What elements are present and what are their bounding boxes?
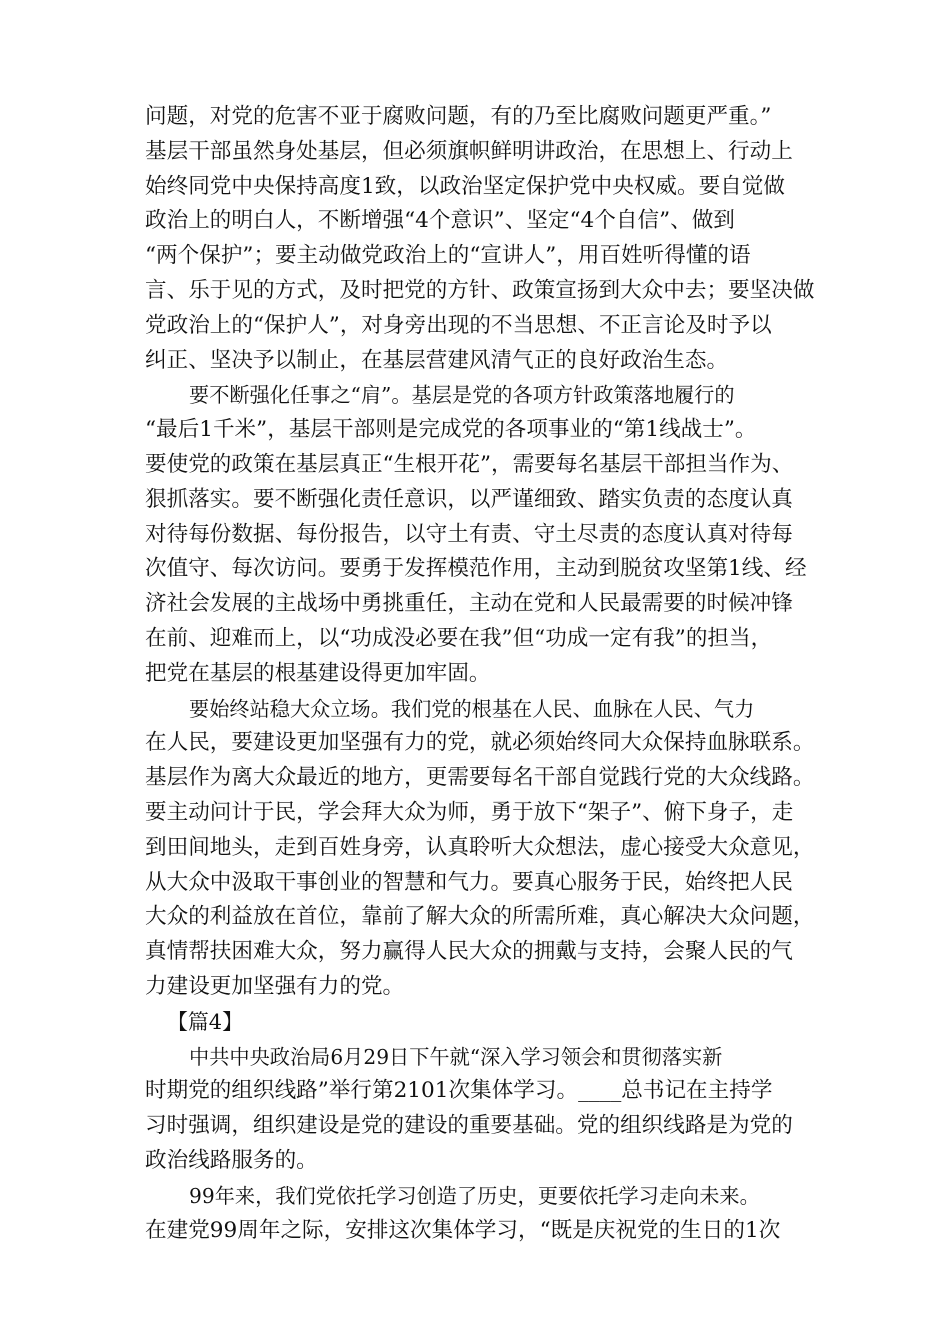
text-line: 济社会发展的主战场中勇挑重任，主动在党和人民最需要的时候冲锋 xyxy=(145,591,793,617)
section-heading: 【篇4】 xyxy=(167,1009,243,1034)
text-line: 对待每份数据、每份报告，以守土有责、守土尽责的态度认真对待每 xyxy=(145,521,793,547)
text-line: 基层干部虽然身处基层，但必须旗帜鲜明讲政治，在思想上、行动上 xyxy=(145,138,793,164)
text-line: 到田间地头，走到百姓身旁，认真聆听大众想法，虚心接受大众意见， xyxy=(145,834,815,860)
text-line: 狠抓落实。要不断强化责任意识，以严谨细致、踏实负责的态度认真 xyxy=(145,486,793,512)
text-line: 把党在基层的根基建设得更加牢固。 xyxy=(145,660,491,686)
text-line: 要使党的政策在基层真正“生根开花”，需要每名基层干部担当作为、 xyxy=(145,451,794,477)
text-line: 要不断强化任事之“肩”。基层是党的各项方针政策落地履行的 xyxy=(189,383,735,408)
text-line: 中共中央政治局6月29日下午就“深入学习领会和贯彻落实新 xyxy=(189,1044,723,1069)
text-line: 次值守、每次访问。要勇于发挥模范作用，主动到脱贫攻坚第1线、经 xyxy=(145,556,807,582)
text-line: 言、乐于见的方式，及时把党的方针、政策宣扬到大众中去；要坚决做 xyxy=(145,277,815,303)
text-line: 从大众中汲取干事创业的智慧和气力。要真心服务于民，始终把人民 xyxy=(145,869,793,895)
text-line: 时期党的组织线路”举行第2101次集体学习。____总书记在主持学 xyxy=(145,1078,773,1104)
text-line: 在人民，要建设更加坚强有力的党，就必须始终同大众保持血脉联系。 xyxy=(145,730,815,756)
text-line: 纠正、坚决予以制止，在基层营建风清气正的良好政治生态。 xyxy=(145,347,729,373)
text-line: “两个保护”；要主动做党政治上的“宣讲人”，用百姓听得懂的语 xyxy=(145,243,751,269)
text-line: 始终同党中央保持高度1致，以政治坚定保护党中央权威。要自觉做 xyxy=(145,173,785,199)
text-line: 要主动问计于民，学会拜大众为师，勇于放下“架子”、俯下身子，走 xyxy=(145,799,794,825)
text-line: 政治线路服务的。 xyxy=(145,1147,318,1173)
text-line: 要始终站稳大众立场。我们党的根基在人民、血脉在人民、气力 xyxy=(189,696,755,721)
text-line: 基层作为离大众最近的地方，更需要每名干部自觉践行党的大众线路。 xyxy=(145,765,815,791)
text-line: 大众的利益放在首位，靠前了解大众的所需所难，真心解决大众问题， xyxy=(145,904,815,930)
text-line: 99年来，我们党依托学习创造了历史，更要依托学习走向未来。 xyxy=(189,1183,760,1208)
text-line: 真情帮扶困难大众，努力赢得人民大众的拥戴与支持，会聚人民的气 xyxy=(145,939,793,965)
text-line: 党政治上的“保护人”，对身旁出现的不当思想、不正言论及时予以 xyxy=(145,312,772,338)
text-line: 问题，对党的危害不亚于腐败问题，有的乃至比腐败问题更严重。” xyxy=(145,104,772,129)
text-line: 政治上的明白人，不断增强“4个意识”、坚定“4个自信”、做到 xyxy=(145,208,735,234)
text-line: 习时强调，组织建设是党的建设的重要基础。党的组织线路是为党的 xyxy=(145,1113,793,1139)
text-line: 力建设更加坚强有力的党。 xyxy=(145,973,405,999)
document-body xyxy=(145,100,825,1248)
text-line: “最后1千米”，基层干部则是完成党的各项事业的“第1线战士”。 xyxy=(145,417,757,443)
text-line: 在前、迎难而上，以“功成没必要在我”但“功成一定有我”的担当， xyxy=(145,625,773,651)
text-line: 在建党99周年之际，安排这次集体学习，“既是庆祝党的生日的1次 xyxy=(145,1217,781,1243)
